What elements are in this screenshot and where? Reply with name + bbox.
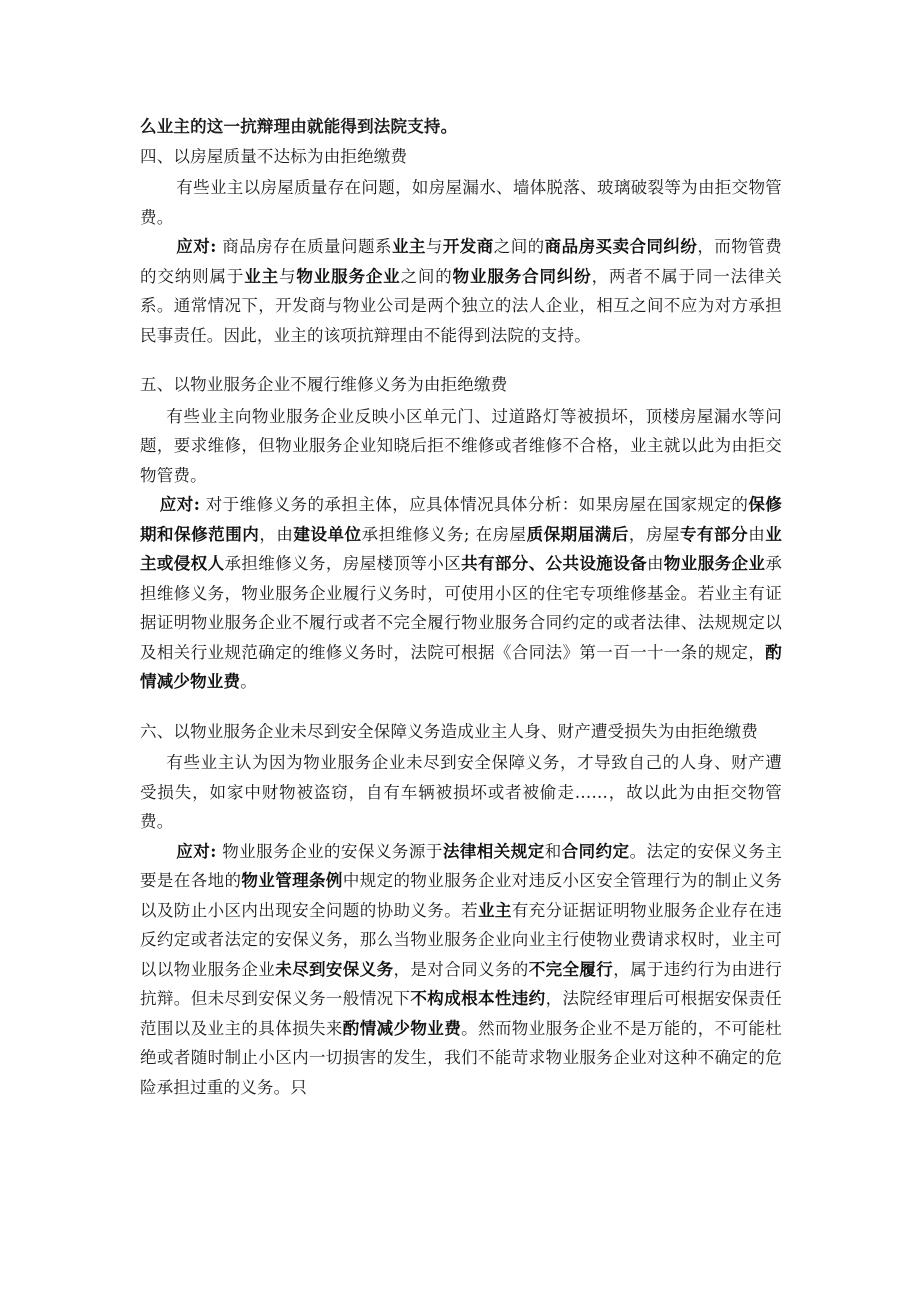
section-5-heading: 五、以物业服务企业不履行维修义务为由拒绝缴费 (140, 375, 508, 394)
section-6-heading: 六、以物业服务企业未尽到安全保障义务造成业主人身、财产遭受损失为由拒绝缴费 (140, 721, 758, 741)
section-gap (140, 697, 782, 717)
answer-label: 应对: (176, 237, 217, 256)
section-6-case-paragraph: 有些业主认为因为物业服务企业未尽到安全保障义务，才导致自己的人身、财产遭受损失，如家中财物被盗窃，自有车辆被损坏或者被偷走……，故以此为由拒交物管费。 (140, 753, 782, 831)
section-4-case-paragraph: 有些业主以房屋质量存在问题，如房屋漏水、墙体脱落、玻璃破裂等为由拒交物管费。 (140, 178, 782, 227)
section-gap (140, 350, 782, 370)
answer-label: 应对: (176, 841, 217, 861)
lead-sentence: 么业主的这一抗辩理由就能得到法院支持。 (140, 117, 458, 136)
section-6-answer-paragraph: 应对: 物业服务企业的安保义务源于法律相关规定和合同约定。法定的安保义务主要是在各地的物业管理条例中规定的物业服务企业对违反小区安全管理行为的制止义务以及防止小区内出现安全问题的协助义务。若业主有充分证据证明物业服务企业存在违反约定或者法定的安保义务，那么当物业服务企业向业主行使物业费请求权时，业主可以以物业服务企业未尽到安保义务，是对合同义务的不完全履行，属于违约行为由进行抗辩。但未尽到安保义务一般情况下不构成根本性违约，法院经审理后可根据安保责任范围以及业主的具体损失来酌情减少物业费。然而物业服务企业不是万能的，不可能杜绝或者随时制止小区内一切损害的发生，我们不能苛求物业服务企业对这种不确定的危险承担过重的义务。只 (140, 841, 783, 1097)
section-5-case-paragraph: 有些业主向物业服务企业反映小区单元门、过道路灯等被损坏，顶楼房屋漏水等问题，要求维修，但物业服务企业知晓后拒不维修或者维修不合格，业主就以此为由拒交物管费。 (140, 406, 782, 485)
answer-label: 应对: (159, 495, 201, 514)
section-5-answer-paragraph: 应对: 对于维修义务的承担主体，应具体情况具体分析：如果房屋在国家规定的保修期和保修范围内，由建设单位承担维修义务; 在房屋质保期届满后，房屋专有部分由业主或侵权人承担维修义务，房屋楼顶等小区共有部分、公共设施设备由物业服务企业承担维修义务，物业服务企业履行义务时，可使用小区的住宅专项维修基金。若业主有证据证明物业服务企业不履行或者不完全履行物业服务合同约定的或者法律、法规规定以及相关行业规范确定的维修义务时，法院可根据《合同法》第一百一十一条的规定，酌情减少物业费。 (140, 495, 783, 691)
section-4-answer-paragraph: 应对: 商品房存在质量问题系业主与开发商之间的商品房买卖合同纠纷，而物管费的交纳则属于业主与物业服务企业之间的物业服务合同纠纷，两者不属于同一法律关系。通常情况下，开发商与物业公司是两个独立的法人企业，相互之间不应为对方承担民事责任。因此，业主的该项抗辩理由不能得到法院的支持。 (140, 237, 783, 345)
section-4-heading: 四、以房屋质量不达标为由拒绝缴费 (140, 146, 408, 166)
